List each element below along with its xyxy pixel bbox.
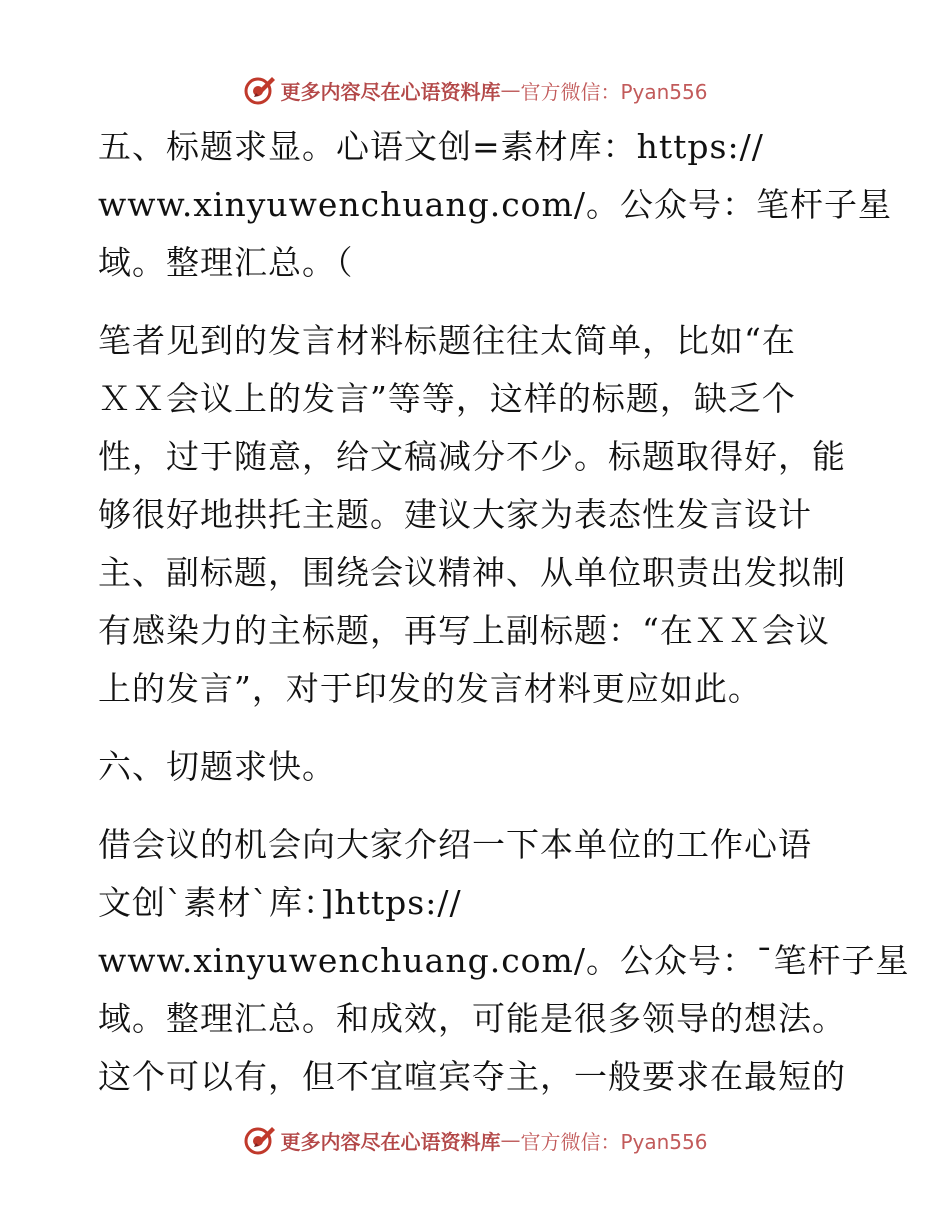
header-brand-text: 更多内容尽在心语资料库: [280, 79, 501, 104]
paragraph-speed-advice: [98, 816, 910, 1106]
footer-separator: —: [500, 1128, 521, 1152]
text-line: 主、副标题，围绕会议精神、从单位职责出发拟制: [98, 553, 846, 592]
text-line: 上的发言”，对于印发的发言材料更应如此。: [98, 669, 762, 708]
text-line: 域。整理汇总。（: [98, 243, 354, 282]
text-line: ＸＸ会议上的发言”等等，这样的标题，缺乏个: [98, 379, 796, 418]
header-separator: —: [500, 78, 521, 102]
text-line: www.xinyuwenchuang.com/。公众号：笔杆子星: [98, 185, 892, 224]
document-body: [98, 118, 910, 1126]
text-line: 六、切题求快。: [98, 747, 336, 786]
text-line: 借会议的机会向大家介绍一下本单位的工作心语: [98, 825, 812, 864]
text-line: 性，过于随意，给文稿减分不少。标题取得好，能: [98, 437, 846, 476]
text-line: 五、标题求显。心语文创=素材库：https://: [98, 127, 764, 166]
pen-logo-icon: [242, 1123, 276, 1157]
pen-logo-icon: [242, 73, 276, 107]
text-line: www.xinyuwenchuang.com/。公众号：¯笔杆子星: [98, 941, 910, 980]
text-line: 这个可以有，但不宜喧宾夺主，一般要求在最短的: [98, 1057, 846, 1096]
text-line: 文创`素材`库：]https://: [98, 883, 462, 922]
paragraph-title-advice: [98, 312, 858, 718]
text-line: 笔者见到的发言材料标题往往太简单，比如“在: [98, 321, 796, 360]
footer-wechat-text: 官方微信：Pyan556: [520, 1129, 708, 1154]
footer-watermark-banner: [0, 1120, 950, 1160]
text-line: 有感染力的主标题，再写上副标题：“在ＸＸ会议: [98, 611, 830, 650]
header-wechat-text: 官方微信：Pyan556: [520, 79, 708, 104]
header-watermark-banner: [0, 70, 950, 110]
text-line: 够很好地拱托主题。建议大家为表态性发言设计: [98, 495, 812, 534]
paragraph-section-five-title: [98, 118, 892, 292]
footer-brand-text: 更多内容尽在心语资料库: [280, 1129, 501, 1154]
paragraph-section-six-title: [98, 738, 858, 796]
text-line: 域。整理汇总。和成效，可能是很多领导的想法。: [98, 999, 846, 1038]
